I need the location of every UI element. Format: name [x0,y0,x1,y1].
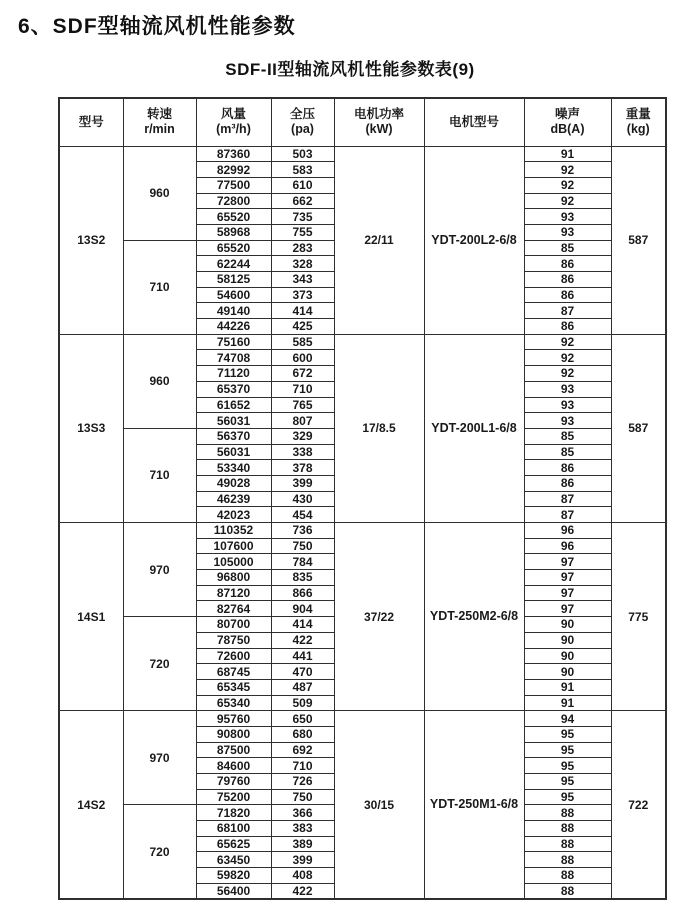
noise-cell: 95 [524,742,611,758]
pressure-cell: 408 [271,868,334,884]
weight-cell: 775 [611,523,666,711]
noise-cell: 90 [524,648,611,664]
noise-cell: 94 [524,711,611,727]
airflow-cell: 105000 [196,554,271,570]
airflow-cell: 82992 [196,162,271,178]
motor-model-cell: YDT-250M2-6/8 [424,523,524,711]
airflow-cell: 49140 [196,303,271,319]
pressure-cell: 414 [271,617,334,633]
noise-cell: 96 [524,523,611,539]
speed-cell: 720 [123,805,196,899]
pressure-cell: 373 [271,287,334,303]
airflow-cell: 72800 [196,193,271,209]
noise-cell: 92 [524,193,611,209]
airflow-cell: 80700 [196,617,271,633]
airflow-cell: 74708 [196,350,271,366]
col-header-motor-model [424,98,524,146]
noise-cell: 91 [524,695,611,711]
pressure-cell: 503 [271,146,334,162]
speed-cell: 720 [123,617,196,711]
col-header-label: 电机型号 [448,114,499,129]
pressure-cell: 470 [271,664,334,680]
speed-cell: 960 [123,146,196,240]
noise-cell: 91 [524,146,611,162]
airflow-cell: 44226 [196,319,271,335]
airflow-cell: 63450 [196,852,271,868]
motor-power-cell: 22/11 [334,146,424,334]
col-header-unit: (m³/h) [216,122,251,137]
airflow-cell: 42023 [196,507,271,523]
noise-cell: 86 [524,319,611,335]
pressure-cell: 680 [271,726,334,742]
col-header-unit: (kW) [365,122,393,137]
airflow-cell: 56031 [196,444,271,460]
airflow-cell: 71120 [196,366,271,382]
col-header-unit: (kg) [626,122,650,137]
noise-cell: 86 [524,287,611,303]
col-header-label: 重量 [625,107,651,122]
motor-model-cell: YDT-200L1-6/8 [424,334,524,522]
motor-model-cell: YDT-250M1-6/8 [424,711,524,899]
col-header-unit: dB(A) [550,122,585,137]
airflow-cell: 72600 [196,648,271,664]
pressure-cell: 399 [271,475,334,491]
pressure-cell: 750 [271,538,334,554]
pressure-cell: 454 [271,507,334,523]
pressure-cell: 343 [271,272,334,288]
pressure-cell: 710 [271,381,334,397]
noise-cell: 87 [524,507,611,523]
noise-cell: 85 [524,240,611,256]
pressure-cell: 338 [271,444,334,460]
col-header-motor-power [334,98,424,146]
pressure-cell: 755 [271,224,334,240]
pressure-cell: 650 [271,711,334,727]
pressure-cell: 328 [271,256,334,272]
col-header-unit: r/min [144,122,175,137]
noise-cell: 88 [524,852,611,868]
motor-power-cell: 30/15 [334,711,424,899]
noise-cell: 93 [524,224,611,240]
airflow-cell: 49028 [196,475,271,491]
airflow-cell: 65520 [196,240,271,256]
page-title: 6、SDF型轴流风机性能参数 [18,15,296,38]
noise-cell: 90 [524,632,611,648]
speed-cell: 970 [123,711,196,805]
pressure-cell: 835 [271,570,334,586]
pressure-cell: 736 [271,523,334,539]
motor-power-cell: 37/22 [334,523,424,711]
pressure-cell: 735 [271,209,334,225]
pressure-cell: 425 [271,319,334,335]
table-row [59,146,666,162]
table-title: SDF-II型轴流风机性能参数表(9) [225,60,475,79]
col-header-weight [611,98,666,146]
noise-cell: 95 [524,758,611,774]
col-header-speed [123,98,196,146]
airflow-cell: 107600 [196,538,271,554]
speed-cell: 710 [123,240,196,334]
pressure-cell: 487 [271,679,334,695]
table-row [59,334,666,350]
noise-cell: 95 [524,726,611,742]
speed-cell: 970 [123,523,196,617]
noise-cell: 93 [524,381,611,397]
pressure-cell: 807 [271,413,334,429]
noise-cell: 88 [524,883,611,899]
airflow-cell: 56400 [196,883,271,899]
pressure-cell: 662 [271,193,334,209]
pressure-cell: 904 [271,601,334,617]
noise-cell: 88 [524,868,611,884]
airflow-cell: 65370 [196,381,271,397]
model-cell: 13S2 [59,146,123,334]
noise-cell: 93 [524,209,611,225]
pressure-cell: 750 [271,789,334,805]
speed-cell: 960 [123,334,196,428]
pressure-cell: 710 [271,758,334,774]
pressure-cell: 726 [271,774,334,790]
airflow-cell: 54600 [196,287,271,303]
airflow-cell: 71820 [196,805,271,821]
airflow-cell: 58968 [196,224,271,240]
airflow-cell: 75200 [196,789,271,805]
noise-cell: 95 [524,774,611,790]
pressure-cell: 383 [271,821,334,837]
airflow-cell: 110352 [196,523,271,539]
noise-cell: 92 [524,366,611,382]
airflow-cell: 68100 [196,821,271,837]
col-header-label: 转速 [146,107,172,122]
airflow-cell: 82764 [196,601,271,617]
pressure-cell: 692 [271,742,334,758]
airflow-cell: 68745 [196,664,271,680]
noise-cell: 86 [524,272,611,288]
airflow-cell: 59820 [196,868,271,884]
pressure-cell: 765 [271,397,334,413]
pressure-cell: 672 [271,366,334,382]
col-header-label: 电机功率 [353,107,404,122]
noise-cell: 92 [524,162,611,178]
airflow-cell: 95760 [196,711,271,727]
pressure-cell: 610 [271,177,334,193]
header-row [59,98,666,146]
pressure-cell: 509 [271,695,334,711]
pressure-cell: 422 [271,632,334,648]
weight-cell: 587 [611,334,666,522]
noise-cell: 97 [524,601,611,617]
noise-cell: 90 [524,664,611,680]
airflow-cell: 87120 [196,585,271,601]
noise-cell: 86 [524,256,611,272]
table-row [59,711,666,727]
performance-table [58,97,667,900]
pressure-cell: 784 [271,554,334,570]
airflow-cell: 87360 [196,146,271,162]
noise-cell: 85 [524,428,611,444]
airflow-cell: 46239 [196,491,271,507]
col-header-label: 风量 [220,107,246,122]
airflow-cell: 90800 [196,726,271,742]
pressure-cell: 583 [271,162,334,178]
airflow-cell: 75160 [196,334,271,350]
pressure-cell: 366 [271,805,334,821]
noise-cell: 97 [524,570,611,586]
airflow-cell: 62244 [196,256,271,272]
airflow-cell: 79760 [196,774,271,790]
noise-cell: 87 [524,491,611,507]
noise-cell: 91 [524,679,611,695]
model-cell: 14S2 [59,711,123,899]
noise-cell: 97 [524,554,611,570]
airflow-cell: 84600 [196,758,271,774]
col-header-airflow [196,98,271,146]
noise-cell: 86 [524,460,611,476]
airflow-cell: 65625 [196,836,271,852]
pressure-cell: 414 [271,303,334,319]
pressure-cell: 866 [271,585,334,601]
noise-cell: 96 [524,538,611,554]
airflow-cell: 65345 [196,679,271,695]
airflow-cell: 77500 [196,177,271,193]
airflow-cell: 65340 [196,695,271,711]
noise-cell: 92 [524,350,611,366]
col-header-label: 噪声 [554,107,580,122]
noise-cell: 93 [524,397,611,413]
pressure-cell: 422 [271,883,334,899]
model-cell: 13S3 [59,334,123,522]
speed-cell: 710 [123,428,196,522]
pressure-cell: 389 [271,836,334,852]
noise-cell: 86 [524,475,611,491]
noise-cell: 97 [524,585,611,601]
pressure-cell: 441 [271,648,334,664]
pressure-cell: 283 [271,240,334,256]
airflow-cell: 58125 [196,272,271,288]
pressure-cell: 600 [271,350,334,366]
motor-model-cell: YDT-200L2-6/8 [424,146,524,334]
pressure-cell: 329 [271,428,334,444]
col-header-model [59,98,123,146]
noise-cell: 92 [524,334,611,350]
pressure-cell: 399 [271,852,334,868]
noise-cell: 87 [524,303,611,319]
airflow-cell: 56370 [196,428,271,444]
col-header-unit: (pa) [291,122,314,137]
pressure-cell: 585 [271,334,334,350]
model-cell: 14S1 [59,523,123,711]
airflow-cell: 78750 [196,632,271,648]
airflow-cell: 65520 [196,209,271,225]
col-header-pressure [271,98,334,146]
table-body [59,146,666,899]
pressure-cell: 378 [271,460,334,476]
col-header-label: 型号 [78,114,104,129]
noise-cell: 95 [524,789,611,805]
noise-cell: 90 [524,617,611,633]
weight-cell: 722 [611,711,666,899]
airflow-cell: 53340 [196,460,271,476]
noise-cell: 85 [524,444,611,460]
airflow-cell: 87500 [196,742,271,758]
noise-cell: 88 [524,805,611,821]
table-row [59,523,666,539]
airflow-cell: 56031 [196,413,271,429]
airflow-cell: 61652 [196,397,271,413]
col-header-label: 全压 [289,107,315,122]
motor-power-cell: 17/8.5 [334,334,424,522]
weight-cell: 587 [611,146,666,334]
noise-cell: 88 [524,836,611,852]
noise-cell: 88 [524,821,611,837]
noise-cell: 93 [524,413,611,429]
pressure-cell: 430 [271,491,334,507]
col-header-noise [524,98,611,146]
airflow-cell: 96800 [196,570,271,586]
noise-cell: 92 [524,177,611,193]
